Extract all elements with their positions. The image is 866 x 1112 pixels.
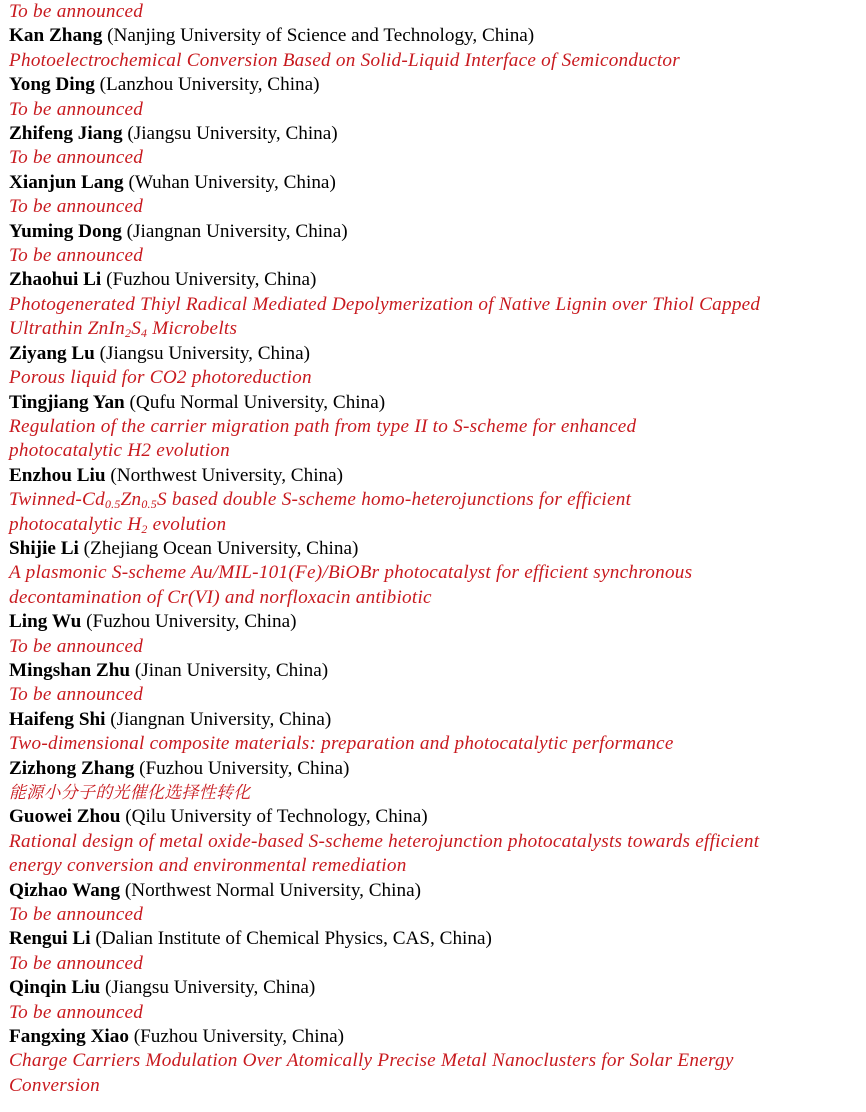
speaker-line [9,268,859,292]
speaker-affiliation: (Lanzhou University, China) [99,74,320,96]
subscript: 0.5 [141,497,157,512]
speaker-name: Mingshan Zhu [9,659,131,681]
speaker-entry [9,708,859,757]
speaker-line [9,464,859,488]
speaker-name: Xianjun Lang [9,171,124,193]
talk-text: Twinned-Cd [9,489,105,511]
speaker-affiliation: (Qilu University of Technology, China) [125,806,428,828]
talk-title: To be announced [9,1,144,22]
speaker-entry [9,122,859,171]
talk-title: To be announced [9,98,144,120]
subscript: 2 [124,326,132,341]
speaker-line [9,976,859,1000]
speaker-entry [9,757,859,806]
talk-title: To be announced [9,196,144,218]
speaker-affiliation: (Zhejiang Ocean University, China) [83,537,359,559]
talk-title: Rational design of metal oxide-based S-scheme heterojunction photocatalysts towards efficient energy conversion and environmental remediation [9,830,760,877]
speaker-line [9,1025,859,1049]
talk-title: To be announced [9,245,144,267]
speaker-line [9,708,859,732]
speaker-name: Rengui Li [9,928,91,950]
speaker-line [9,171,859,195]
speaker-line [9,805,859,829]
talk-title: A plasmonic S-scheme Au/MIL-101(Fe)/BiOBr photocatalyst for efficient synchronous decontamination of Cr(VI) and norfloxacin antibiotic [9,562,693,608]
talk-text: S based double S-scheme homo-heterojunctions for efficient photocatalytic H [9,489,632,535]
speaker-name: Haifeng Shi [9,708,106,730]
talk-title: Photoelectrochemical Conversion Based on Solid-Liquid Interface of Semiconductor [9,49,680,71]
speaker-line [9,342,859,366]
speaker-affiliation: (Northwest Normal University, China) [124,879,421,901]
speaker-line [9,757,859,781]
talk-title: 能源小分子的光催化选择性转化 [9,783,251,803]
speaker-line [9,537,859,561]
speaker-name: Zhifeng Jiang [9,123,123,145]
speaker-name: Enzhou Liu [9,464,106,486]
speaker-line [9,220,859,244]
talk-title: To be announced [9,952,144,974]
talk-title: To be announced [9,635,144,657]
speaker-name: Zhaohui Li [9,269,102,291]
speaker-affiliation: (Jiangnan University, China) [110,708,332,730]
speaker-list [9,0,859,1098]
talk-text: evolution [147,513,227,535]
subscript: 0.5 [104,497,121,512]
speaker-affiliation: (Qufu Normal University, China) [129,391,386,413]
talk-text: S [131,318,142,340]
speaker-affiliation: (Jiangnan University, China) [126,220,348,242]
speaker-name: Kan Zhang [9,25,103,47]
speaker-name: Fangxing Xiao [9,1026,129,1048]
speaker-name: Ziyang Lu [9,342,95,364]
speaker-line [9,24,859,48]
speaker-name: Qizhao Wang [9,879,121,901]
talk-title: Two-dimensional composite materials: preparation and photocatalytic performance [9,733,674,755]
speaker-affiliation: (Fuzhou University, China) [133,1026,345,1048]
speaker-name: Yuming Dong [9,220,122,242]
talk-title: To be announced [9,684,144,706]
talk-title: To be announced [9,147,144,169]
speaker-affiliation: (Jiangsu University, China) [127,123,338,145]
speaker-entry [9,342,859,391]
talk-text: Photogenerated Thiyl Radical Mediated Depolymerization of Native Lignin over Thiol Capped Ultrathin ZnIn [9,293,761,340]
speaker-name: Guowei Zhou [9,806,121,828]
speaker-entry [9,927,859,976]
speaker-affiliation: (Fuzhou University, China) [106,269,317,291]
speaker-entry [9,268,859,341]
speaker-name: Zizhong Zhang [9,757,135,779]
talk-title [9,293,769,342]
talk-title [9,488,709,537]
speaker-name: Shijie Li [9,537,79,559]
speaker-entry [9,73,859,122]
speaker-affiliation: (Fuzhou University, China) [139,757,350,779]
talk-title: Charge Carriers Modulation Over Atomically Precise Metal Nanoclusters for Solar Energy Conversion [9,1050,734,1096]
speaker-entry [9,879,859,928]
speaker-entry [9,1025,859,1098]
speaker-line [9,659,859,683]
speaker-entry [9,610,859,659]
speaker-entry [9,220,859,269]
speaker-name: Ling Wu [9,611,82,633]
talk-text: Microbelts [147,318,238,340]
speaker-affiliation: (Nanjing University of Science and Technology, China) [107,25,535,47]
speaker-entry [9,464,859,537]
speaker-entry [9,805,859,878]
speaker-entry [9,537,859,610]
speaker-line [9,610,859,634]
speaker-entry [9,659,859,708]
speaker-name: Qinqin Liu [9,977,101,999]
speaker-entry [9,391,859,464]
speaker-name: Tingjiang Yan [9,391,125,413]
speaker-affiliation: (Northwest University, China) [110,464,344,486]
talk-text: Zn [120,489,142,511]
speaker-line [9,879,859,903]
subscript: 4 [141,326,148,341]
speaker-name: Yong Ding [9,74,95,96]
speaker-line [9,927,859,951]
speaker-entry [9,171,859,220]
talk-title: Regulation of the carrier migration path from type II to S-scheme for enhanced photocatalytic H2 evolution [9,415,637,462]
speaker-entry [9,24,859,73]
speaker-affiliation: (Jiangsu University, China) [99,342,310,364]
speaker-line [9,73,859,97]
talk-title: Porous liquid for CO2 photoreduction [9,367,312,389]
speaker-entry [9,976,859,1025]
speaker-line [9,122,859,146]
speaker-affiliation: (Fuzhou University, China) [86,611,297,633]
speaker-line [9,391,859,415]
talk-title: To be announced [9,1001,144,1023]
speaker-affiliation: (Wuhan University, China) [128,171,336,193]
speaker-affiliation: (Dalian Institute of Chemical Physics, CAS, China) [95,928,492,950]
subscript: 2 [141,521,148,536]
talk-title: To be announced [9,904,144,926]
speaker-affiliation: (Jiangsu University, China) [105,977,316,999]
speaker-affiliation: (Jinan University, China) [134,659,329,681]
